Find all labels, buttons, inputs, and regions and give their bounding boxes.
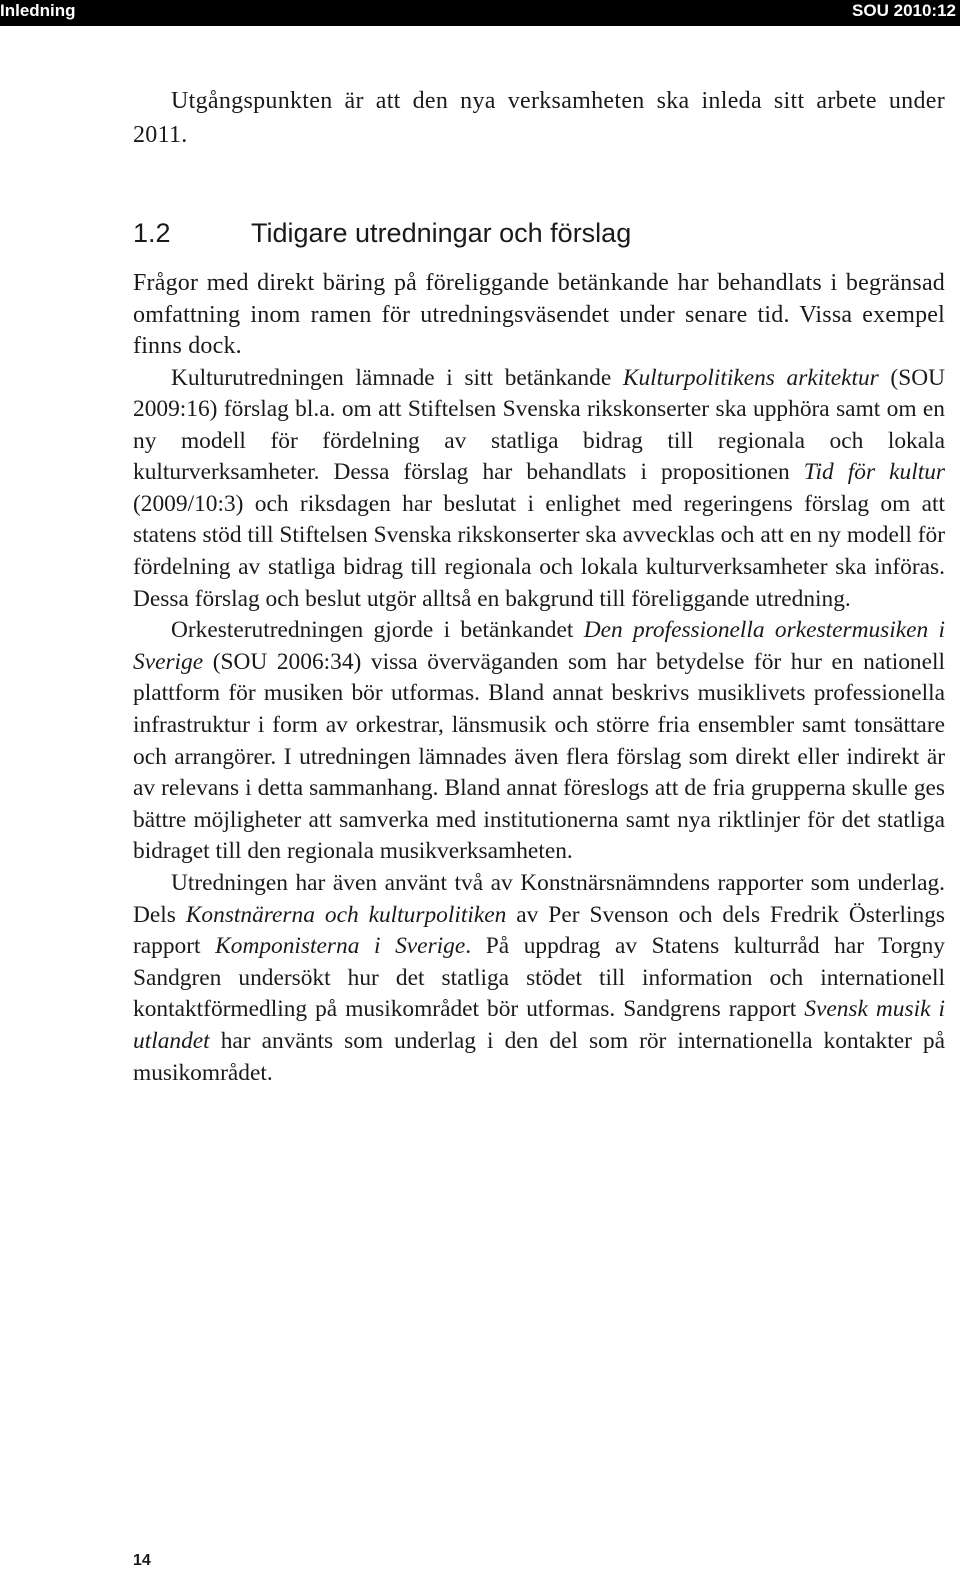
lead-paragraph: Frågor med direkt bäring på föreliggande betänkande har behandlats i begränsad omfattning inom ramen för utredningsväsendet under senare tid. Vissa exempel finns dock.: [133, 270, 945, 359]
paragraph-rapporter: [133, 868, 945, 1089]
text-run: har använts som underlag i den del som rör internationella kontakter på musikområdet.: [133, 1027, 945, 1086]
cited-title: Konstnärerna och kulturpolitiken: [185, 901, 507, 928]
cited-title: Svensk musik i utlandet: [133, 996, 946, 1054]
text-run: (SOU 2009:16) förslag bl.a. om att Stiftelsen Svenska rikskonserter ska upphöra samt om en ny modell för fördelning av statliga bidrag till regionala och lokala kulturverksamheter. Dessa förslag har behandlats i propositionen: [133, 364, 945, 486]
text-run: av Per Svenson och dels Fredrik Österlings rapport: [133, 901, 945, 960]
section-title: Tidigare utredningar och förslag: [251, 218, 632, 248]
section-heading: [133, 216, 945, 250]
cited-title: Komponisterna i Sverige: [215, 933, 466, 960]
section-number: 1.2: [133, 218, 171, 248]
text-run: . På uppdrag av Statens kulturråd har Torgny Sandgren undersökt hur det statliga stödet till information och internationell kontaktförmedling på musikområdet bör utformas. Sandgrens rapport: [133, 933, 945, 1023]
cited-title: Den professionella orkestermusiken i Sverige: [133, 617, 946, 675]
document-reference: SOU 2010:12: [852, 1, 956, 20]
paragraph-kulturutredningen: [133, 363, 945, 616]
text-run: Kulturutredningen lämnade i sitt betänkande: [171, 364, 623, 391]
cited-title: Kulturpolitikens arkitektur: [622, 364, 879, 391]
page-number: 14: [133, 1552, 151, 1569]
paragraph-orkesterutredningen: [133, 615, 945, 868]
intro-paragraph: Utgångspunkten är att den nya verksamheten ska inleda sitt arbete under 2011.: [133, 88, 945, 148]
text-run: (SOU 2006:34) vissa överväganden som har betydelse för hur en nationell plattform för musiken bör utformas. Bland annat beskrivs musiklivets professionella infrastruktur i form av orkestrar, länsmusik och större fria ensembler samt tonsättare och arrangörer. I utredningen lämnades även flera förslag som direkt eller indirekt är av relevans i detta sammanhang. Bland annat föreslogs att de fria grupperna skulle ges bättre möjligheter att samverka med institutionerna samt nya riktlinjer för det statliga bidraget till den regionala musikverksamheten.: [133, 648, 945, 865]
chapter-title: Inledning: [0, 1, 76, 20]
running-header: [0, 0, 960, 26]
page-content: [133, 84, 945, 1089]
text-run: Utredningen har även använt två av Konstnärsnämndens rapporter som underlag. Dels: [133, 870, 945, 928]
cited-title: Tid för kultur: [803, 459, 945, 486]
text-run: (2009/10:3) och riksdagen har beslutat i enlighet med regeringens förslag om att statens stöd till Stiftelsen Svenska rikskonserter ska avvecklas och att en ny modell för fördelning av statliga bidrag till regionala och lokala kulturverksamheter ska införas. Dessa förslag och beslut utgör alltså en bakgrund till föreliggande utredning.: [133, 490, 945, 612]
text-run: Orkesterutredningen gjorde i betänkandet: [171, 617, 584, 644]
